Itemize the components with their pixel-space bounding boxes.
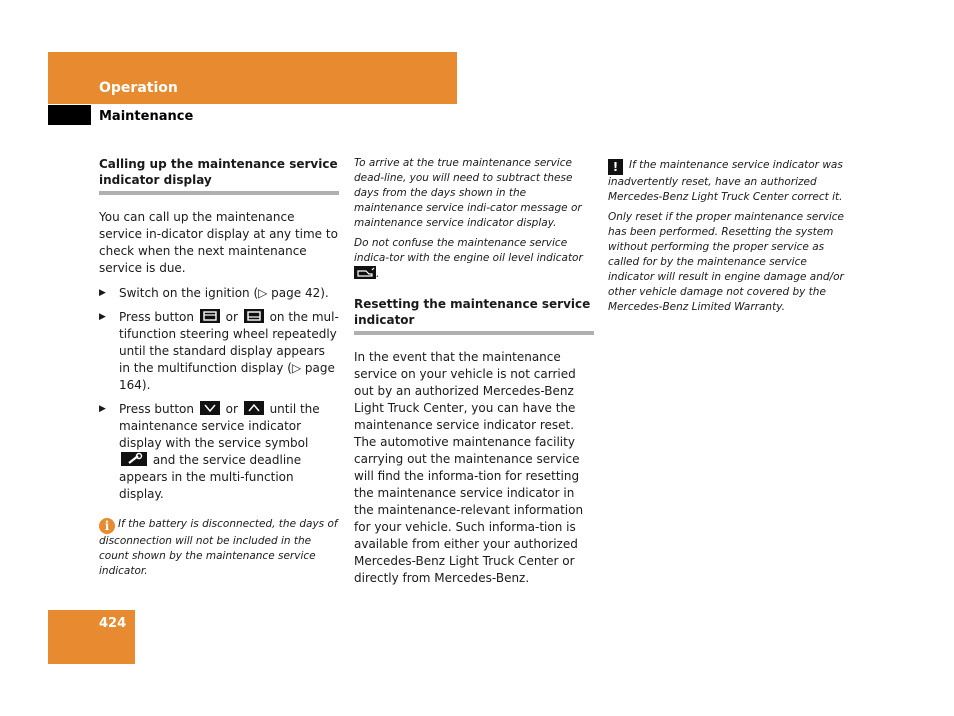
bullet-text: Press button [119, 402, 194, 416]
list-item [99, 285, 339, 302]
column-2 [354, 156, 594, 595]
note-text: Do not confuse the maintenance service indica-tor with the engine oil level indicator [354, 237, 583, 264]
column-1 [99, 156, 339, 584]
wrench-icon [121, 452, 147, 466]
list-item [99, 401, 339, 503]
bullet-text: on the mul-tifunction steering wheel repeatedly until the standard display appears in the multifunction display (▷ page 164). [119, 310, 339, 392]
section-heading: Resetting the maintenance service indicator [354, 297, 591, 327]
section-tab [48, 105, 91, 125]
intro-paragraph: You can call up the maintenance service in-dicator display at any time to check when the next maintenance service is due. [99, 210, 338, 275]
bullet-text: or [225, 310, 238, 324]
bullet-text: or [225, 402, 238, 416]
display-prev-icon [244, 309, 264, 323]
triangle-right-icon: ▶ [99, 312, 106, 322]
note-text: . [376, 268, 380, 280]
exclamation-icon: ! [608, 159, 623, 175]
body-paragraph: In the event that the maintenance service on your vehicle is not carried out by an authorized Mercedes-Benz Light Truck Center, you can have the maintenance service indicator reset. The automotive maintenance facility carrying out the maintenance service will find the informa-tion for resetting the maintenance service indicator in the maintenance-relevant information for your vehicle. Such informa-tion is available from either your authorized Mercedes-Benz Light Truck Center or directly from Mercedes-Benz. [354, 350, 584, 585]
note-paragraph: To arrive at the true maintenance service dead-line, you will need to subtract these days from the days shown in the maintenance service indi-cator message or maintenance service indicator display. [354, 157, 582, 229]
column-3 [608, 158, 848, 320]
scroll-down-icon [200, 401, 220, 415]
triangle-right-icon: ▶ [99, 288, 106, 298]
oil-can-icon [354, 266, 376, 279]
bullet-text: Press button [119, 310, 194, 324]
info-note-text: If the battery is disconnected, the days of disconnection will not be included in the count shown by the maintenance service indicator. [99, 518, 338, 577]
note-paragraph [354, 236, 594, 282]
page-number: 424 [99, 616, 127, 631]
warning-paragraph: Only reset if the proper maintenance service has been performed. Resetting the system without performing the proper service as called for by the maintenance service indicator will result in engine damage and/or other vehicle damage not covered by the Mercedes-Benz Limited Warranty. [608, 211, 844, 313]
triangle-right-icon: ▶ [99, 404, 106, 414]
subsection-title: Maintenance [99, 109, 194, 124]
heading-rule [354, 331, 594, 335]
list-item [99, 309, 339, 394]
heading-rule [99, 191, 339, 195]
bullet-text: until the maintenance service indicator display with the service symbol [119, 402, 320, 450]
display-next-icon [200, 309, 220, 323]
bullet-text: and the service deadline appears in the multi-function display. [119, 453, 302, 501]
scroll-up-icon [244, 401, 264, 415]
warning-note [608, 158, 848, 205]
header-bar [48, 52, 457, 104]
section-title: Operation [99, 80, 178, 96]
info-icon: i [99, 518, 115, 534]
bullet-text: Switch on the ignition (▷ page 42). [119, 286, 329, 300]
warning-text: If the maintenance service indicator was inadvertently reset, have an authorized Mercedes-Benz Light Truck Center correct it. [608, 159, 843, 203]
info-note [99, 517, 339, 579]
section-heading: Calling up the maintenance service indicator display [99, 157, 338, 187]
